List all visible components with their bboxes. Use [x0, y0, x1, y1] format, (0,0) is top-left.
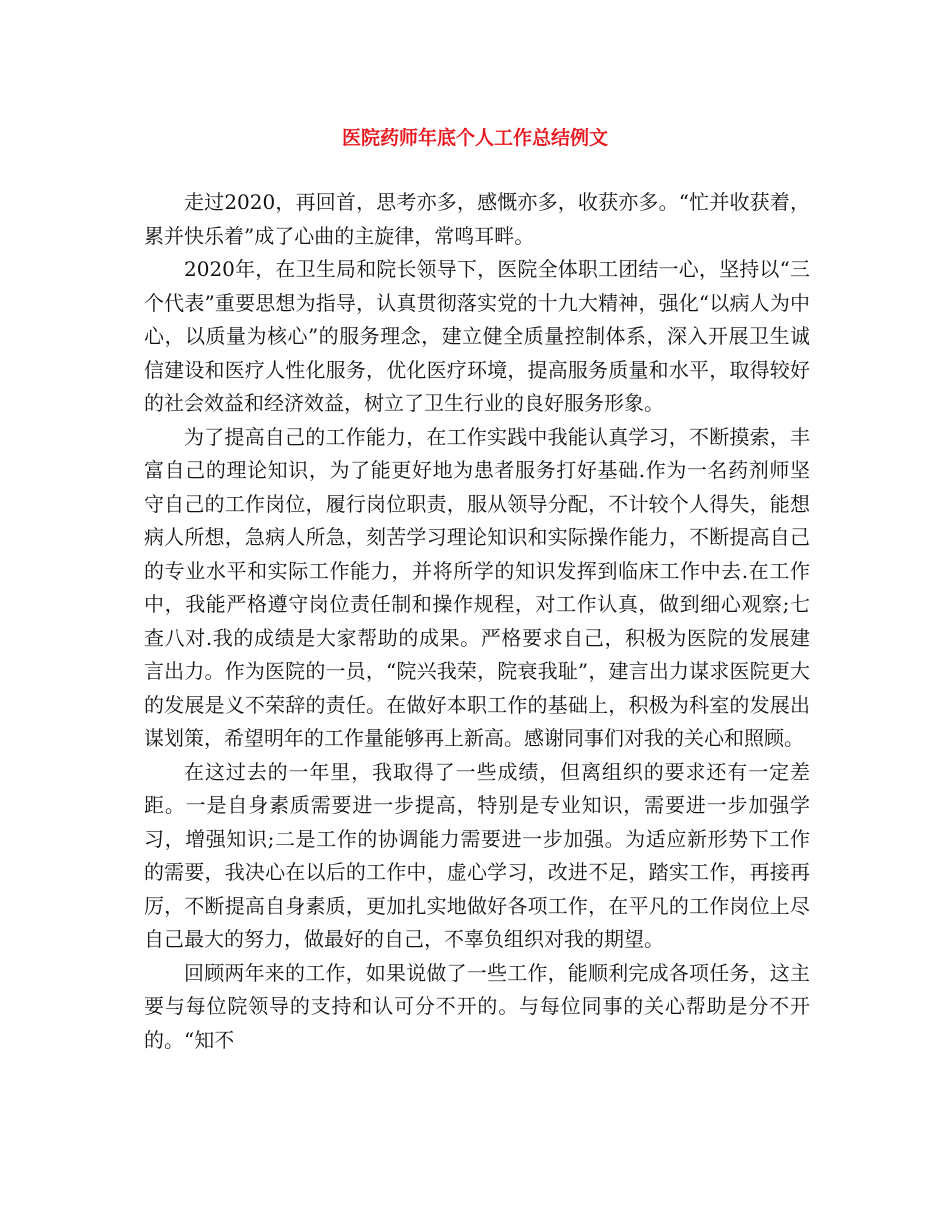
paragraph-1: 走过2020，再回首，思考亦多，感慨亦多，收获亦多。“忙并收获着，累并快乐着”成了心曲的主旋律，常鸣耳畔。 [144, 190, 810, 248]
paragraph-2: 2020年，在卫生局和院长领导下，医院全体职工团结一心，坚持以“三个代表”重要思想为指导，认真贯彻落实党的十九大精神，强化“以病人为中心，以质量为核心”的服务理念，建立健全质量控制体系，深入开展卫生诚信建设和医疗人性化服务，优化医疗环境，提高服务质量和水平，取得较好的社会效益和经济效益，树立了卫生行业的良好服务形象。 [144, 257, 810, 415]
document-title: 医院药师年底个人工作总结例文 [341, 127, 608, 149]
paragraph-5: 回顾两年来的工作，如果说做了一些工作，能顺利完成各项任务，这主要与每位院领导的支持和认可分不开的。与每位同事的关心帮助是分不开的。“知不 [144, 960, 810, 1052]
paragraph-4: 在这过去的一年里，我取得了一些成绩，但离组织的要求还有一定差距。一是自身素质需要进一步提高，特别是专业知识，需要进一步加强学习，增强知识;二是工作的协调能力需要进一步加强。为适应新形势下工作的需要，我决心在以后的工作中，虚心学习，改进不足，踏实工作，再接再厉，不断提高自身素质，更加扎实地做好各项工作，在平凡的工作岗位上尽自己最大的努力，做最好的自己，不辜负组织对我的期望。 [144, 759, 810, 951]
paragraph-3: 为了提高自己的工作能力，在工作实践中我能认真学习，不断摸索，丰富自己的理论知识，为了能更好地为患者服务打好基础.作为一名药剂师坚守自己的工作岗位，履行岗位职责，服从领导分配，不计较个人得失，能想病人所想，急病人所急，刻苦学习理论知识和实际操作能力，不断提高自己的专业水平和实际工作能力，并将所学的知识发挥到临床工作中去.在工作中，我能严格遵守岗位责任制和操作规程，对工作认真，做到细心观察;七查八对.我的成绩是大家帮助的成果。严格要求自己，积极为医院的发展建言出力。作为医院的一员，“院兴我荣，院衰我耻”，建言出力谋求医院更大的发展是义不荣辞的责任。在做好本职工作的基础上，积极为科室的发展出谋划策，希望明年的工作量能够再上新高。感谢同事们对我的关心和照顾。 [144, 424, 810, 750]
document-body [144, 186, 810, 1057]
